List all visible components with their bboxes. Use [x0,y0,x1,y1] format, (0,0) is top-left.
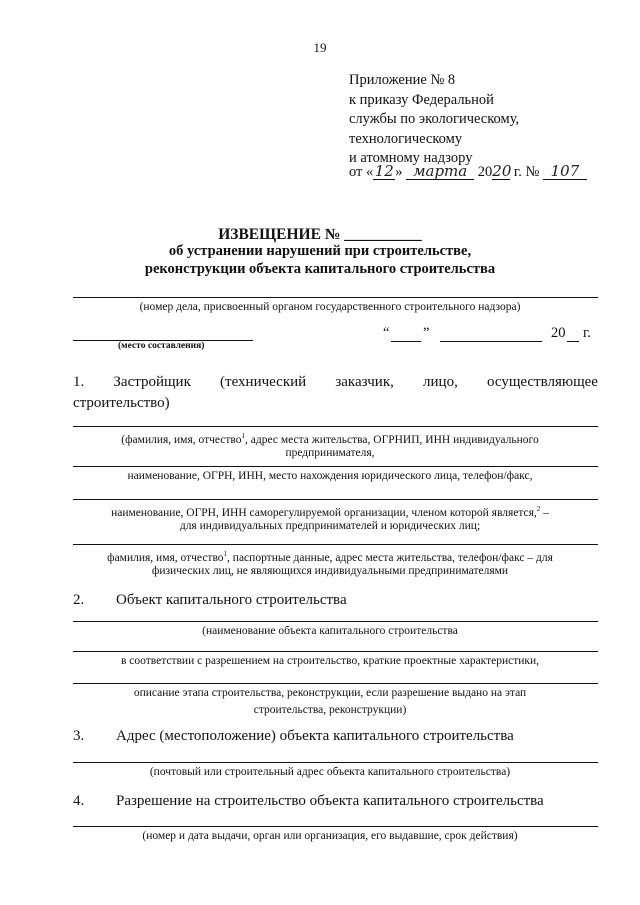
object-caption-1: (наименование объекта капитального строительства [202,625,458,637]
document-number: 107 [543,163,587,180]
developer-line-4 [73,544,598,545]
section-1-number: 1. [73,374,85,390]
appendix-date-line [349,163,587,181]
address-line [73,762,598,763]
object-line-1 [73,621,598,622]
permit-caption: (номер и дата выдачи, орган или организация, его выдавшие, срок действия) [142,830,518,842]
developer-caption-7: физических лиц, не являющихся индивидуальными предпринимателями [151,565,509,577]
place-caption: (место составления) [118,341,205,351]
document-subtitle-2: реконструкции объекта капитального строительства [144,261,496,277]
section-1-heading [73,372,598,393]
date-year-suffix: 20 [492,162,512,180]
permit-line [73,826,598,827]
developer-line-1 [73,426,598,427]
date-open-quote: “ [383,325,390,341]
section-2-number: 2. [73,592,85,608]
date-year-g: г. [583,325,591,341]
date-close-quote: ” [423,325,430,341]
developer-caption-3: наименование, ОГРН, ИНН, место нахождения юридического лица, телефон/факс, [127,470,533,482]
section-4-heading: Разрешение на строительство объекта капитального строительства [116,793,544,809]
section-1-word-5: осуществляющее [486,374,598,390]
appendix-text: Приложение № 8 к приказу Федеральной службы по экологическому, технологическому и атомному надзору [349,72,520,166]
developer-line-2 [73,466,598,467]
document-title: ИЗВЕЩЕНИЕ № __________ [218,226,422,243]
date-month-line [440,341,542,342]
section-1-word-2: (технический [220,374,307,390]
address-caption: (почтовый или строительный адрес объекта капитального строительства) [149,766,511,778]
object-caption-3: описание этапа строительства, реконструкции, если разрешение выдано на этап [133,687,527,699]
page-number: 19 [313,40,327,55]
section-3-heading: Адрес (местоположение) объекта капитального строительства [116,728,514,744]
developer-caption-5: для индивидуальных предпринимателей и юридических лиц; [179,520,481,532]
developer-caption-6: фамилия, имя, отчество$^1$, паспортные данные, адрес места жительства, телефон/факс – для [107,550,553,564]
section-3-number: 3. [73,728,85,744]
case-number-caption: (номер дела, присвоенный органом государственного строительного надзора) [139,301,521,313]
section-4-number: 4. [73,793,85,809]
case-number-line [73,297,598,298]
date-day-line [391,341,421,342]
section-1-word-1: Застройщик [113,374,191,390]
date-number-prefix: г. № [510,164,540,180]
object-line-2 [73,651,598,652]
section-1-heading-cont: строительство) [73,395,170,411]
developer-caption-4: наименование, ОГРН, ИНН саморегулируемой организации, членом которой является,$^2$ – [111,505,549,519]
document-subtitle-1: об устранении нарушений при строительстве, [168,243,472,259]
date-month: марта [406,163,474,180]
date-year-prefix-2: 20 [551,325,566,341]
date-day: 12 [374,162,394,180]
object-caption-2: в соответствии с разрешением на строительство, краткие проектные характеристики, [120,655,540,667]
date-year-line [567,341,579,342]
object-caption-4: строительства, реконструкции) [253,704,407,716]
section-1-word-3: заказчик, [335,374,394,390]
developer-line-3 [73,499,598,500]
section-1-word-4: лицо, [423,374,458,390]
object-line-3 [73,683,598,684]
date-prefix: от « [349,164,374,180]
developer-caption-1: (фамилия, имя, отчество$^1$, адрес места жительства, ОГРНИП, ИНН индивидуального [121,432,539,446]
date-year-prefix: 20 [477,164,493,180]
date-mid: » [395,164,403,180]
developer-caption-2: предпринимателя, [285,447,375,459]
section-2-heading: Объект капитального строительства [116,592,347,608]
